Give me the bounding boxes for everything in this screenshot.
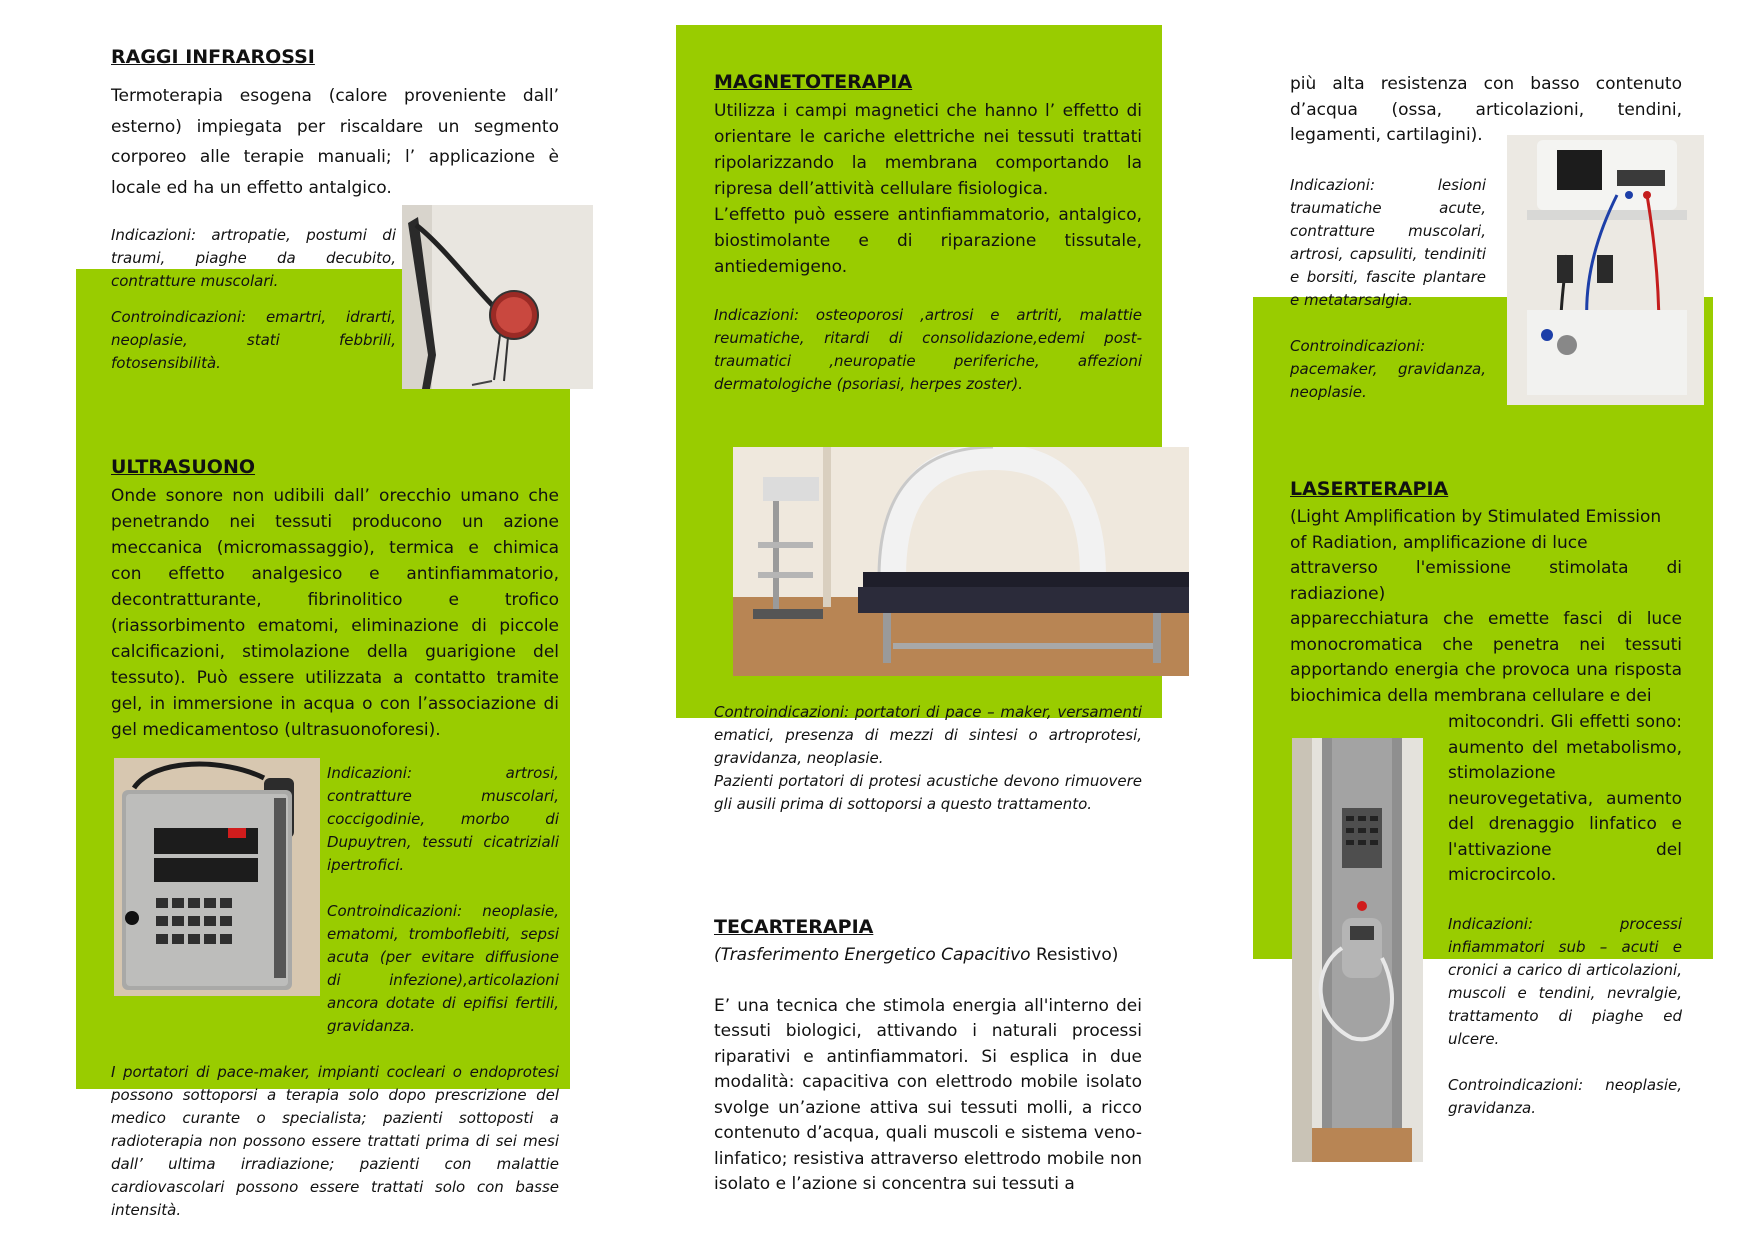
tecar-subtitle	[714, 943, 1142, 969]
laser-body-1: apparecchiatura che emette fasci di luce monocromatica che penetra nei tessuti apportando energia che provoca una risposta biochimica della membrana cellulare e dei	[1290, 609, 1682, 706]
laser-device-photo	[1292, 738, 1423, 1162]
raggi-controindicazioni: Controindicazioni: emartri, idrarti, neoplasie, stati febbrili, fotosensibilità.	[111, 308, 396, 372]
raggi-title: RAGGI INFRAROSSI	[111, 46, 315, 68]
laser-indicazioni: Indicazioni: processi infiammatori sub – acuti e cronici a carico di articolazioni, muscoli e tendini, nevralgie, trattamento di piaghe ed ulcere.	[1448, 914, 1682, 1048]
laser-right-block	[1448, 710, 1682, 1120]
col3-controindicazioni: Controindicazioni: pacemaker, gravidanza, neoplasie.	[1290, 337, 1486, 401]
raggi-body: Termoterapia esogena (calore proveniente dall’ esterno) impiegata per riscaldare un segmento corporeo alle terapie manuali; l’ applicazione è locale ed ha un effetto antalgico.	[111, 86, 559, 198]
ultrasuono-indicazioni: Indicazioni: artrosi, contratture muscolari, coccigodinie, morbo di Dupuytren, tessuti cicatriziali ipertrofici.	[327, 764, 559, 874]
raggi-indicazioni: Indicazioni: artropatie, postumi di traumi, piaghe da decubito, contratture muscolari.	[111, 226, 396, 290]
col3-indications-block	[1290, 174, 1486, 404]
ultrasuono-section	[111, 455, 559, 743]
laser-title: LASERTERAPIA	[1290, 478, 1449, 500]
col3-continuation: più alta resistenza con basso contenuto d’acqua (ossa, articolazioni, tendini, legamenti, cartilagini).	[1290, 74, 1682, 145]
magneto-body-2: L’effetto può essere antinfiammatorio, antalgico, biostimolante e di riparazione tissutale, antiedemigeno.	[714, 205, 1142, 277]
ultrasuono-controindicazioni: Controindicazioni: neoplasie, ematomi, tromboflebiti, sepsi acuta (per evitare diffusione di infezione),articolazioni ancora dotate di epifisi fertili, gravidanza.	[327, 902, 559, 1035]
magneto-controindicazioni: Controindicazioni: portatori di pace – maker, versamenti ematici, presenza di mezzi di sintesi o artroprotesi, gravidanza, neoplasie.	[714, 703, 1142, 767]
tecar-subtitle-normal: Resistivo)	[1030, 945, 1119, 965]
laser-controindicazioni: Controindicazioni: neoplasie, gravidanza.	[1448, 1075, 1682, 1117]
tecar-section	[714, 915, 1142, 1198]
tecar-subtitle-italic: (Trasferimento Energetico Capacitivo	[714, 945, 1031, 965]
laser-intro-2: attraverso l'emissione stimolata di radiazione)	[1290, 558, 1682, 604]
infrared-lamp-photo	[402, 205, 593, 389]
ultrasuono-contra-block	[111, 900, 559, 1222]
magnetotherapy-bed-photo	[733, 447, 1189, 676]
ultrasuono-indications-block	[327, 762, 559, 877]
ultrasuono-nota: I portatori di pace-maker, impianti cocleari o endoprotesi possono sottoporsi a terapia solo dopo prescrizione del medico curante o specialista; pazienti sottoposti a radioterapia non possono essere trattati prima di sei mesi dall’ ultima irradiazione; pazienti con malattie cardiovascolari possono essere trattati solo con basse intensità.	[111, 1063, 559, 1219]
magneto-contra-block	[714, 701, 1142, 816]
laser-intro-1: (Light Amplification by Stimulated Emission of Radiation, amplificazione di luce	[1290, 507, 1662, 553]
raggi-indications-block	[111, 224, 396, 375]
laser-body-2: mitocondri. Gli effetti sono: aumento del metabolismo, stimolazione neurovegetativa, aumento del drenaggio linfatico e l'attivazione del microcircolo.	[1448, 712, 1682, 885]
magneto-indicazioni: Indicazioni: osteoporosi ,artrosi e artriti, malattie reumatiche, ritardi di consolidazione,edemi post-traumatici ,neuropatie periferiche, affezioni dermatologiche (psoriasi, herpes zoster).	[714, 306, 1142, 393]
laser-section	[1290, 477, 1682, 709]
ultrasuono-title: ULTRASUONO	[111, 456, 256, 478]
magneto-body-1: Utilizza i campi magnetici che hanno l’ effetto di orientare le cariche elettriche nei tessuti trattati ripolarizzando la membrana comportando la ripresa dell’attività cellulare fisiologica.	[714, 101, 1142, 199]
tecar-title: TECARTERAPIA	[714, 916, 874, 938]
magneto-title: MAGNETOTERAPIA	[714, 71, 913, 93]
magneto-nota: Pazienti portatori di protesi acustiche devono rimuovere gli ausili prima di sottoporsi a questo trattamento.	[714, 772, 1142, 813]
col3-indicazioni: Indicazioni: lesioni traumatiche acute, contratture muscolari, artrosi, capsuliti, tendiniti e borsiti, fascite plantare e metatarsalgia.	[1290, 176, 1486, 309]
tecar-body: E’ una tecnica che stimola energia all'interno dei tessuti biologici, attivando i naturali processi riparativi e antinfiammatori. Si esplica in due modalità: capacitiva con elettrodo mobile isolato svolge un’azione attiva sui tessuti molli, a ricco contenuto d’acqua, quali muscoli e sistema veno-linfatico; resistiva attraverso elettrodo mobile non isolato e l’azione si concentra sui tessuti a	[714, 995, 1142, 1194]
magneto-section	[714, 70, 1142, 396]
raggi-section	[111, 45, 559, 203]
ultrasuono-body: Onde sonore non udibili dall’ orecchio umano che penetrando nei tessuti producono un azione meccanica (micromassaggio), termica e chimica con effetto analgesico e antinfiammatorio, decontratturante, fibrinolitico e trofico (riassorbimento ematomi, eliminazione di piccole calcificazioni, stimolazione della guarigione del tessuto). Può essere utilizzata a contatto tramite gel, in immersione in acqua o con l’associazione di gel medicamentoso (ultrasuonoforesi).	[111, 486, 559, 740]
tecar-device-photo	[1507, 135, 1704, 405]
